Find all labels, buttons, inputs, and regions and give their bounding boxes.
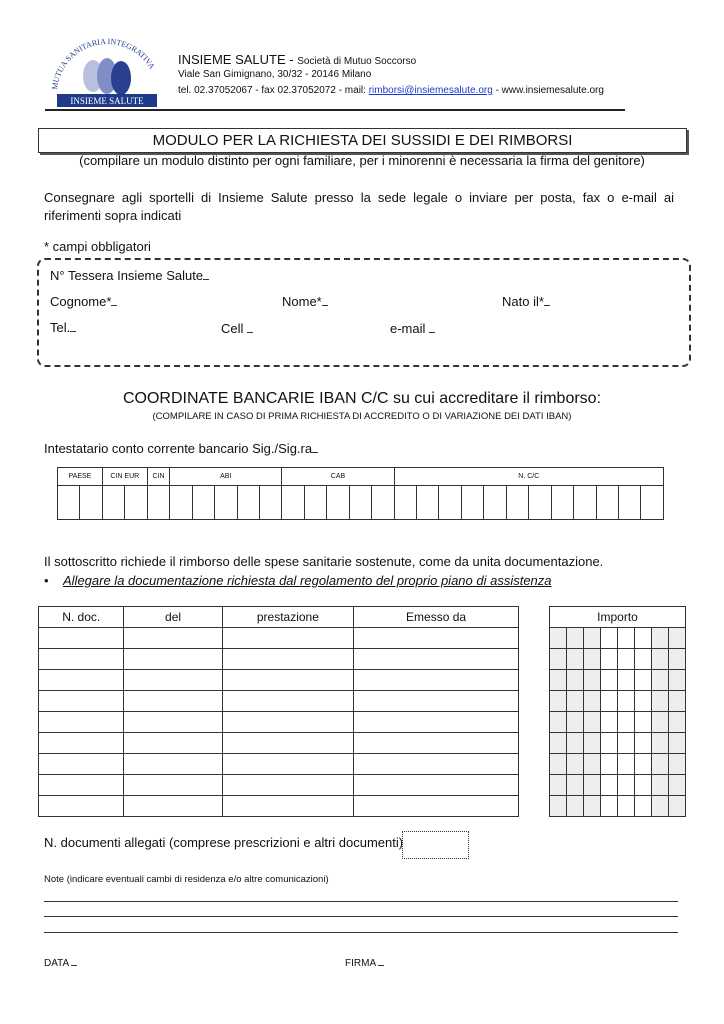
importo-digit-cell[interactable] [584,628,601,649]
iban-cell[interactable] [170,486,192,520]
holder-label: Intestatario conto corrente bancario Sig./Sig.ra [44,441,313,456]
importo-digit-cell[interactable] [652,754,669,775]
iban-cell[interactable] [417,486,439,520]
bullet-text: Allegare la documentazione richiesta dal regolamento del proprio piano di assistenza [63,573,552,588]
doc-cell[interactable] [124,628,222,649]
importo-digit-cell[interactable] [669,754,686,775]
importo-digit-cell[interactable] [635,754,652,775]
iban-cell[interactable] [439,486,461,520]
importo-digit-cell[interactable] [584,796,601,817]
tel-field[interactable] [50,320,76,335]
doc-cell[interactable] [354,649,519,670]
importo-digit-cell[interactable] [635,775,652,796]
importo-digit-cell[interactable] [618,754,635,775]
importo-digit-cell[interactable] [601,775,618,796]
iban-cell[interactable] [349,486,371,520]
importo-digit-cell[interactable] [669,775,686,796]
doc-cell[interactable] [39,649,124,670]
importo-digit-cell[interactable] [567,775,584,796]
importo-row [550,691,686,712]
iban-col-header: ABI [170,468,282,486]
importo-digit-cell[interactable] [652,628,669,649]
iban-col-header: CAB [282,468,394,486]
notes-line[interactable] [44,916,678,917]
iban-table [57,467,664,520]
n-docs-label: N. documenti allegati (comprese prescrizioni e altri documenti) [44,835,404,850]
importo-digit-cell[interactable] [669,628,686,649]
iban-cell[interactable] [80,486,102,520]
svg-text:INSIEME SALUTE: INSIEME SALUTE [70,96,144,106]
doc-cell[interactable] [222,733,353,754]
importo-row [550,712,686,733]
importo-digit-cell[interactable] [550,649,567,670]
contacts-prefix: tel. 02.37052067 - fax 02.37052072 - mail: [178,85,369,96]
importo-digit-cell[interactable] [550,754,567,775]
org-contacts [178,85,604,96]
importo-digit-cell[interactable] [635,628,652,649]
importo-digit-cell[interactable] [652,649,669,670]
table-row [39,691,519,712]
doc-cell[interactable] [124,670,222,691]
iban-cell[interactable] [484,486,506,520]
doc-cell[interactable] [39,670,124,691]
iban-cell[interactable] [618,486,640,520]
table-row [39,775,519,796]
importo-digit-cell[interactable] [601,754,618,775]
doc-cell[interactable] [222,712,353,733]
importo-digit-cell[interactable] [618,691,635,712]
importo-digit-cell[interactable] [584,712,601,733]
cell-field[interactable] [221,321,253,336]
importo-digit-cell[interactable] [550,775,567,796]
doc-cell[interactable] [354,796,519,817]
doc-cell[interactable] [354,628,519,649]
importo-digit-cell[interactable] [618,712,635,733]
importo-digit-cell[interactable] [652,691,669,712]
iban-cell[interactable] [102,486,124,520]
header-divider [45,109,625,111]
bank-note: (COMPILARE IN CASO DI PRIMA RICHIESTA DI ACCREDITO O DI VARIAZIONE DEI DATI IBAN) [152,411,572,422]
iban-cell[interactable] [461,486,483,520]
docs-col-header: prestazione [222,607,353,628]
importo-digit-cell[interactable] [601,628,618,649]
cognome-field[interactable] [50,294,117,309]
importo-digit-cell[interactable] [584,691,601,712]
data-label: DATA [44,958,69,969]
doc-cell[interactable] [124,649,222,670]
importo-digit-cell[interactable] [584,649,601,670]
importo-digit-cell[interactable] [652,670,669,691]
importo-digit-cell[interactable] [635,670,652,691]
doc-cell[interactable] [39,712,124,733]
email-label: e-mail [390,321,426,336]
doc-cell[interactable] [222,649,353,670]
doc-cell[interactable] [39,628,124,649]
docs-col-header: Emesso da [354,607,519,628]
doc-cell[interactable] [39,691,124,712]
table-row [39,796,519,817]
importo-digit-cell[interactable] [669,670,686,691]
email-link[interactable]: rimborsi@insiemesalute.org [368,85,493,96]
form-subtitle: (compilare un modulo distinto per ogni familiare, per i minorenni è necessaria la firma del genitore) [79,153,645,168]
doc-cell[interactable] [124,691,222,712]
iban-col-header: CIN [147,468,169,486]
doc-cell[interactable] [39,796,124,817]
nome-field[interactable] [282,294,328,309]
importo-digit-cell[interactable] [567,628,584,649]
doc-cell[interactable] [124,712,222,733]
importo-header: Importo [550,607,686,628]
importo-digit-cell[interactable] [550,691,567,712]
doc-cell[interactable] [222,775,353,796]
importo-digit-cell[interactable] [635,649,652,670]
importo-digit-cell[interactable] [652,712,669,733]
importo-digit-cell[interactable] [618,733,635,754]
importo-digit-cell[interactable] [635,733,652,754]
importo-digit-cell[interactable] [567,649,584,670]
docs-col-header: del [124,607,222,628]
importo-digit-cell[interactable] [635,691,652,712]
importo-digit-cell[interactable] [567,733,584,754]
notes-line[interactable] [44,932,678,933]
instructions: Consegnare agli sportelli di Insieme Salute presso la sede legale o inviare per posta, fax o e-mail ai riferimenti sopra indicati [44,190,674,223]
data-field[interactable] [44,955,77,969]
doc-cell[interactable] [354,712,519,733]
doc-cell[interactable] [354,670,519,691]
iban-cell[interactable] [282,486,304,520]
importo-digit-cell[interactable] [618,628,635,649]
importo-row [550,628,686,649]
org-type: Società di Mutuo Soccorso [297,56,417,67]
importo-table [549,606,686,817]
doc-cell[interactable] [354,754,519,775]
iban-cell[interactable] [551,486,573,520]
importo-digit-cell[interactable] [567,691,584,712]
contacts-suffix: - www.insiemesalute.org [492,85,604,96]
cell-label: Cell [221,321,244,336]
importo-digit-cell[interactable] [550,670,567,691]
table-row [39,628,519,649]
importo-row [550,775,686,796]
iban-cell[interactable] [327,486,349,520]
iban-cell[interactable] [304,486,326,520]
firma-field[interactable] [345,955,384,969]
iban-cell[interactable] [237,486,259,520]
importo-digit-cell[interactable] [601,649,618,670]
iban-cell[interactable] [58,486,80,520]
doc-cell[interactable] [354,733,519,754]
importo-digit-cell[interactable] [601,796,618,817]
importo-digit-cell[interactable] [652,775,669,796]
iban-cell[interactable] [394,486,416,520]
table-row [39,733,519,754]
iban-cell[interactable] [259,486,281,520]
importo-digit-cell[interactable] [669,712,686,733]
iban-cell[interactable] [506,486,528,520]
doc-cell[interactable] [39,754,124,775]
importo-digit-cell[interactable] [567,712,584,733]
required-note: * campi obbligatori [44,239,151,254]
nome-label: Nome* [282,294,322,309]
table-row [39,670,519,691]
importo-digit-cell[interactable] [584,754,601,775]
firma-label: FIRMA [345,958,376,969]
doc-cell[interactable] [124,775,222,796]
iban-cell[interactable] [596,486,618,520]
notes-line[interactable] [44,901,678,902]
importo-digit-cell[interactable] [601,670,618,691]
importo-digit-cell[interactable] [584,775,601,796]
importo-row [550,649,686,670]
importo-digit-cell[interactable] [567,670,584,691]
importo-digit-cell[interactable] [652,796,669,817]
importo-row [550,754,686,775]
iban-cell[interactable] [641,486,664,520]
cognome-label: Cognome* [50,294,112,309]
iban-cell[interactable] [192,486,214,520]
importo-digit-cell[interactable] [669,796,686,817]
doc-cell[interactable] [222,691,353,712]
notes-label: Note (indicare eventuali cambi di residenza e/o altre comunicazioni) [44,874,329,885]
iban-cell[interactable] [125,486,147,520]
importo-digit-cell[interactable] [584,670,601,691]
doc-cell[interactable] [222,628,353,649]
table-row [39,754,519,775]
importo-digit-cell[interactable] [669,733,686,754]
doc-cell[interactable] [124,754,222,775]
doc-cell[interactable] [354,775,519,796]
iban-col-header: CIN EUR [102,468,147,486]
email-field[interactable] [390,321,435,336]
table-row [39,649,519,670]
importo-digit-cell[interactable] [618,649,635,670]
tessera-label: N° Tessera Insieme Salute [50,268,204,283]
doc-cell[interactable] [124,796,222,817]
doc-cell[interactable] [39,775,124,796]
bank-title: COORDINATE BANCARIE IBAN C/C su cui accreditare il rimborso: [122,390,602,407]
iban-cell[interactable] [372,486,394,520]
importo-row [550,796,686,817]
bullet-icon: • [44,573,63,588]
importo-digit-cell[interactable] [601,712,618,733]
importo-digit-cell[interactable] [618,775,635,796]
iban-cell[interactable] [574,486,596,520]
importo-digit-cell[interactable] [601,733,618,754]
importo-digit-cell[interactable] [550,796,567,817]
importo-digit-cell[interactable] [635,796,652,817]
importo-digit-cell[interactable] [567,796,584,817]
org-sep: - [285,52,298,67]
importo-digit-cell[interactable] [669,691,686,712]
doc-cell[interactable] [222,754,353,775]
doc-cell[interactable] [354,691,519,712]
doc-cell[interactable] [222,670,353,691]
importo-digit-cell[interactable] [669,649,686,670]
importo-digit-cell[interactable] [652,733,669,754]
iban-cell[interactable] [215,486,237,520]
org-line [178,52,416,67]
nato-label: Nato il* [502,294,544,309]
n-docs-input[interactable] [402,831,469,859]
org-address: Viale San Gimignano, 30/32 - 20146 Milano [178,69,372,80]
importo-digit-cell[interactable] [567,754,584,775]
importo-digit-cell[interactable] [584,733,601,754]
tel-label: Tel. [50,320,71,335]
iban-cell[interactable] [147,486,169,520]
importo-digit-cell[interactable] [550,733,567,754]
nato-field[interactable] [502,294,550,309]
tessera-field[interactable] [50,268,209,283]
documents-table [38,606,519,817]
holder-field[interactable] [44,441,318,456]
doc-cell[interactable] [124,733,222,754]
importo-digit-cell[interactable] [550,628,567,649]
docs-col-header: N. doc. [39,607,124,628]
doc-cell[interactable] [39,733,124,754]
iban-col-header: N. C/C [394,468,663,486]
importo-digit-cell[interactable] [601,691,618,712]
iban-col-header: PAESE [58,468,103,486]
iban-cell[interactable] [529,486,551,520]
importo-digit-cell[interactable] [550,712,567,733]
importo-digit-cell[interactable] [618,796,635,817]
bullet-item [44,573,552,588]
importo-row [550,733,686,754]
org-name: INSIEME SALUTE [178,52,286,67]
doc-cell[interactable] [222,796,353,817]
form-title: MODULO PER LA RICHIESTA DEI SUSSIDI E DEI RIMBORSI [38,128,687,153]
importo-digit-cell[interactable] [635,712,652,733]
request-text: Il sottoscritto richiede il rimborso delle spese sanitarie sostenute, come da unita documentazione. [44,554,604,569]
table-row [39,712,519,733]
importo-digit-cell[interactable] [618,670,635,691]
importo-row [550,670,686,691]
insieme-salute-logo [45,28,167,108]
svg-text:MUTUA SANITARIA INTEGRATIVA: MUTUA SANITARIA INTEGRATIVA [50,36,157,91]
